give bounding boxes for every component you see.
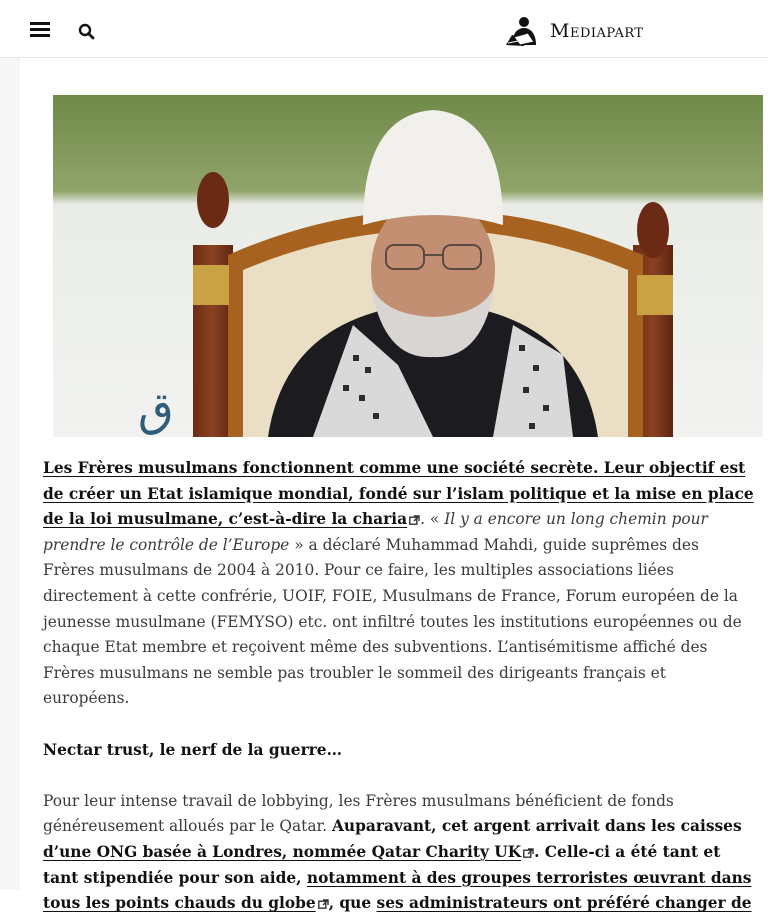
logo-text: Mediapart	[550, 20, 644, 42]
terror-groups-link[interactable]: notamment à des groupes terroristes œuvrant dans tous les points chauds du globe	[43, 868, 752, 913]
hamburger-icon[interactable]	[30, 22, 50, 38]
quote-text: Il y a encore un long chemin pour prendre le contrôle de l’Europe	[43, 510, 708, 554]
qatar-charity-link[interactable]: d’une ONG basée à Londres, nommée Qatar Charity UK	[43, 843, 534, 861]
search-icon[interactable]	[78, 23, 96, 41]
paragraph-2-bold-2: . Celle-ci a été tant et tant stipendiée pour son aide,	[43, 842, 721, 887]
external-link-icon	[523, 848, 534, 858]
top-header	[0, 0, 768, 58]
paragraph-2-intro: Pour leur intense travail de lobbying, les Frères musulmans bénéficient de fonds généreusement alloués par le Qatar.	[43, 791, 674, 836]
mediapart-logo[interactable]	[504, 14, 644, 48]
quote-open: . «	[420, 510, 445, 529]
article-photo	[53, 95, 763, 437]
left-gutter	[0, 58, 20, 890]
external-link-icon	[409, 515, 420, 525]
paragraph-1-rest: » a déclaré Muhammad Mahdi, guide suprêmes des Frères musulmans de 2004 à 2010. Pour ce faire, les multiples associations liées directement à cette confrérie, UOIF, FOIE, Musulmans de France, Forum européen de la jeunesse musulmane (FEMYSO) etc. ont infiltré toutes les institutions européennes ou de chaque Etat membre et reçoivent même des subventions. L’antisémitisme affiché des Frères musulmans ne semble pas troubler le sommeil des dirigeants français et européens.	[43, 535, 742, 708]
section-subheading: Nectar trust, le nerf de la guerre…	[43, 740, 342, 759]
paragraph-1	[43, 456, 755, 712]
paragraph-2-bold-1: Auparavant, cet argent arrivait dans les caisses	[331, 817, 742, 836]
paragraph-2-bold-3: , que	[328, 894, 377, 913]
administrators-link[interactable]: ses administrateurs ont préféré changer de	[376, 894, 752, 913]
paragraph-2	[43, 789, 755, 917]
svg-text:ق: ق	[138, 382, 174, 436]
charia-link[interactable]: Les Frères musulmans fonctionnent comme une société secrète. Leur objectif est de créer un Etat islamique mondial, fondé sur l’islam politique et la mise en place de la loi musulmane, c’est-à-dire la charia	[43, 459, 754, 529]
external-link-icon	[318, 899, 329, 909]
article-body	[43, 456, 755, 917]
mediapart-reader-logo-icon	[504, 15, 544, 47]
